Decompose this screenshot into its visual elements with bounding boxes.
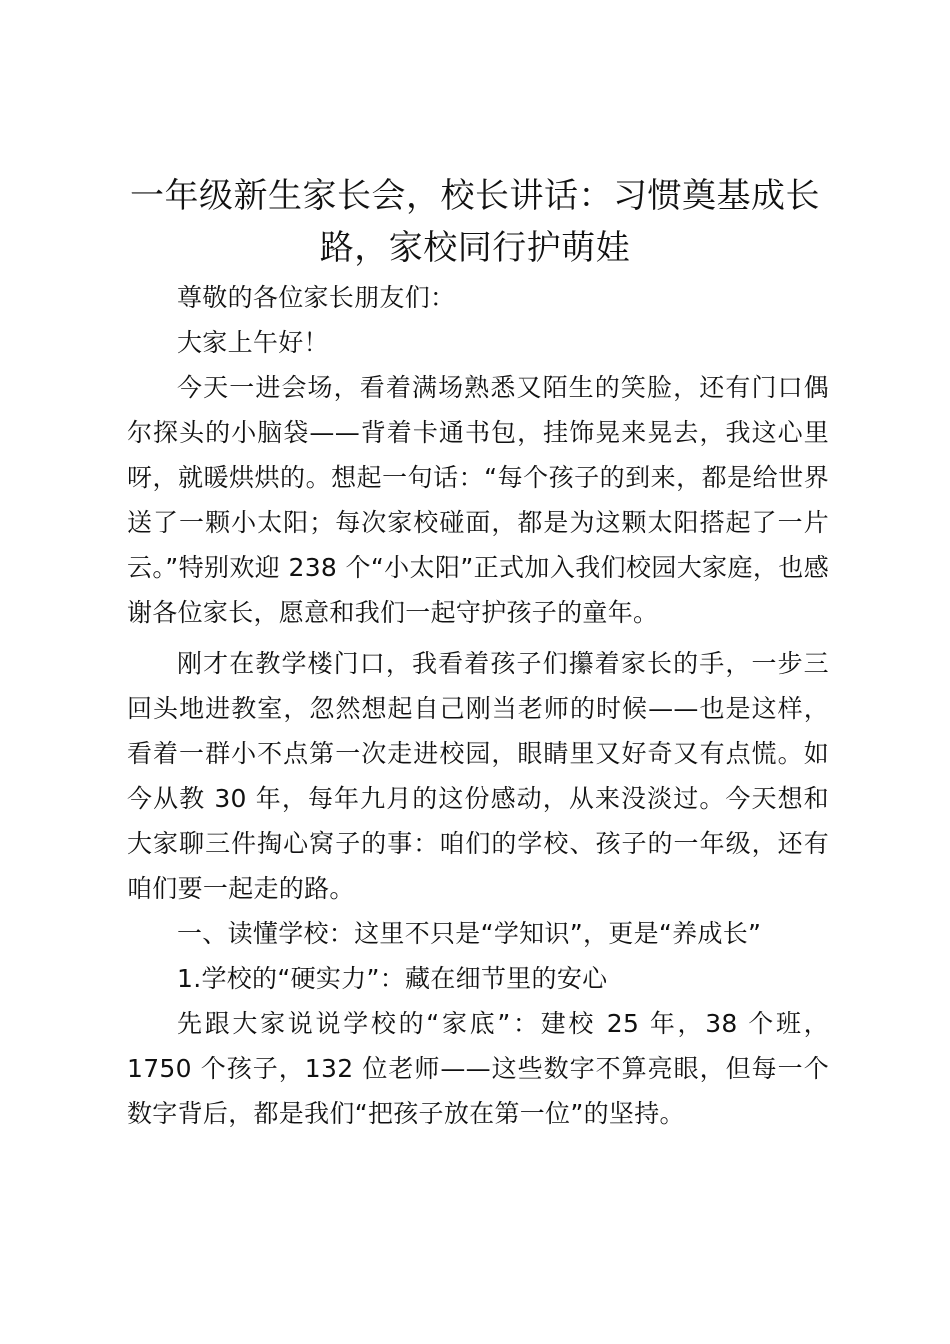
paragraph-opening: 今天一进会场，看着满场熟悉又陌生的笑脸，还有门口偶尔探头的小脑袋——背着卡通书包，挂饰晃来晃去，我这心里呀，就暖烘烘的。想起一句话：“每个孩子的到来，都是给世界送了一颗小太阳；每次家校碰面，都是为这颗太阳搭起了一片云。”特别欢迎 238 个“小太阳”正式加入我们校园大家庭，也感谢各位家长，愿意和我们一起守护孩子的童年。 — [127, 373, 829, 627]
section-heading-1: 一、读懂学校：这里不只是“学知识”，更是“养成长” — [177, 919, 762, 948]
subsection-heading-1-1: 1.学校的“硬实力”：藏在细节里的安心 — [177, 964, 608, 993]
document-title: 一年级新生家长会，校长讲话：习惯奠基成长路，家校同行护萌娃 — [130, 176, 820, 268]
greeting: 大家上午好！ — [177, 328, 329, 357]
paragraph-school-facts: 先跟大家说说学校的“家底”：建校 25 年，38 个班，1750 个孩子，132 位老师——这些数字不算亮眼，但每一个数字背后，都是我们“把孩子放在第一位”的坚持。 — [127, 1009, 829, 1128]
paragraph-memory: 刚才在教学楼门口，我看着孩子们攥着家长的手，一步三回头地进教室，忽然想起自己刚当老师的时候——也是这样，看着一群小不点第一次走进校园，眼睛里又好奇又有点慌。如今从教 30 年，每年九月的这份感动，从来没淡过。今天想和大家聊三件掏心窝子的事：咱们的学校、孩子的一年级，还有咱们要一起走的路。 — [127, 649, 829, 903]
document-body — [127, 275, 829, 1136]
salutation: 尊敬的各位家长朋友们： — [177, 283, 456, 312]
